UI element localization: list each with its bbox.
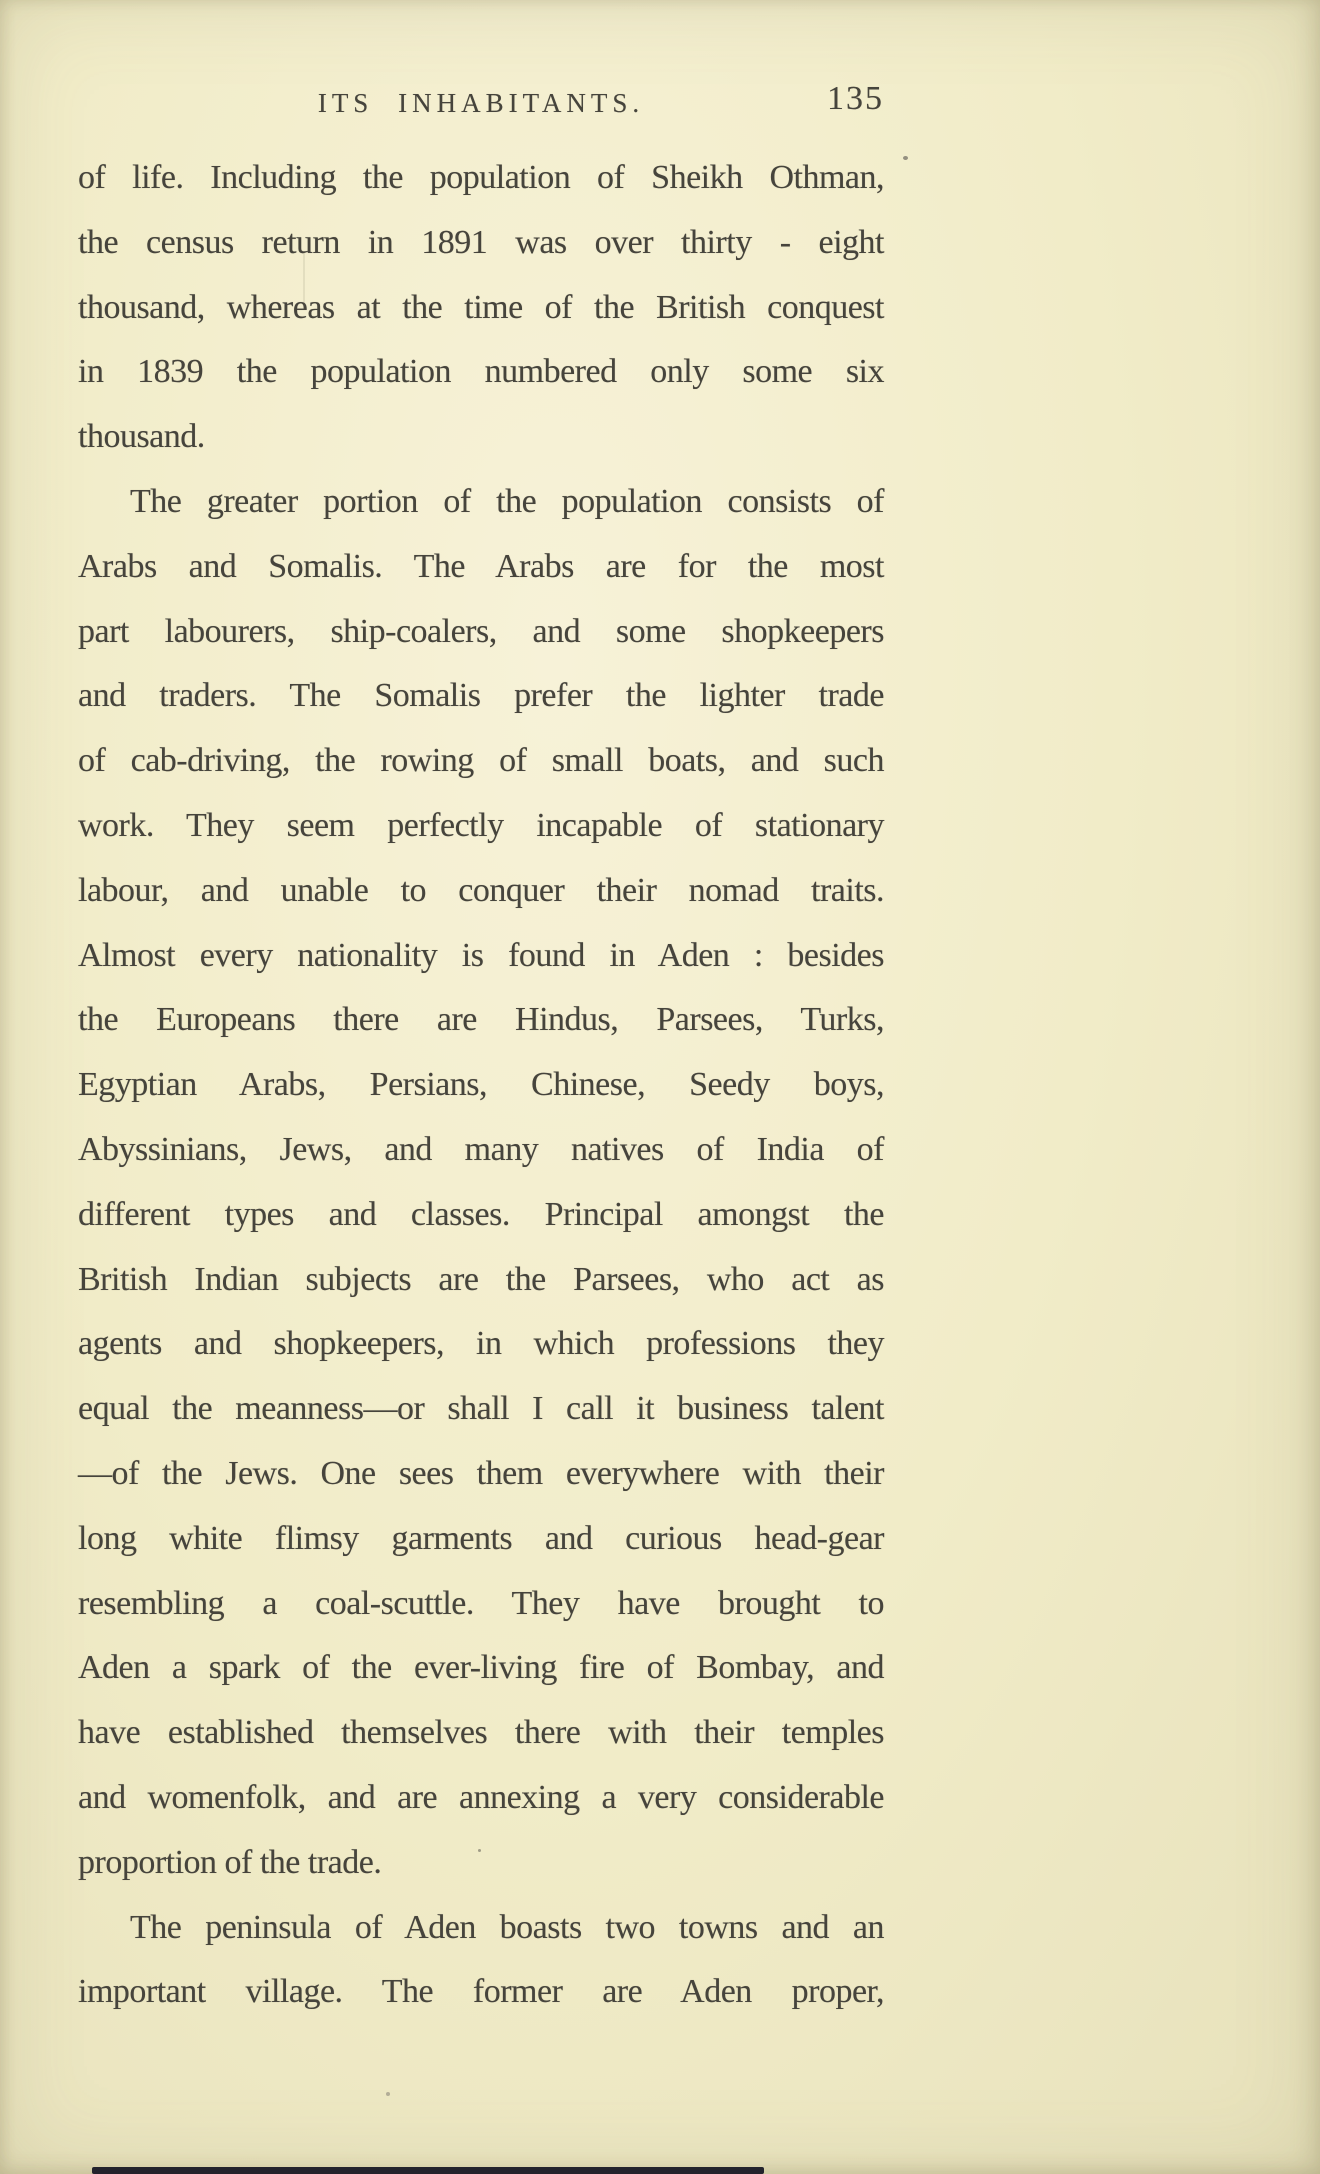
- text-line: the census return in 1891 was over thirty - eight: [78, 223, 884, 261]
- running-header: ITS INHABITANTS.: [317, 88, 645, 118]
- text-line: work. They seem perfectly incapable of stationary: [78, 806, 884, 844]
- page-header: [76, 80, 886, 128]
- text-line: of cab-driving, the rowing of small boats, and such: [78, 742, 884, 780]
- text-line: Egyptian Arabs, Persians, Chinese, Seedy boys,: [78, 1066, 884, 1104]
- scan-speck: [386, 2092, 390, 2096]
- text-line: and womenfolk, and are annexing a very considerable: [78, 1778, 884, 1816]
- text-line: have established themselves there with their temples: [78, 1714, 884, 1752]
- text-line: Aden a spark of the ever-living fire of Bombay, and: [78, 1649, 884, 1687]
- text-line: and traders. The Somalis prefer the lighter trade: [78, 677, 884, 715]
- text-line: thousand.: [78, 418, 205, 456]
- text-line: proportion of the trade.: [78, 1843, 382, 1881]
- text-line: important village. The former are Aden proper,: [78, 1973, 884, 2011]
- scan-edge-bar: [303, 252, 305, 310]
- text-line: equal the meanness—or shall I call it business talent: [78, 1390, 884, 1428]
- text-line: Abyssinians, Jews, and many natives of India of: [78, 1130, 884, 1168]
- text-line: —of the Jews. One sees them everywhere with their: [78, 1454, 884, 1492]
- text-line: different types and classes. Principal amongst the: [78, 1195, 884, 1233]
- page-number: 135: [827, 80, 884, 117]
- text-line: The greater portion of the population consists of: [130, 482, 884, 520]
- text-line: the Europeans there are Hindus, Parsees, Turks,: [78, 1001, 884, 1039]
- text-line: thousand, whereas at the time of the British conquest: [78, 288, 884, 326]
- text-line: of life. Including the population of Sheikh Othman,: [78, 159, 884, 196]
- text-line: Almost every nationality is found in Aden : besides: [78, 936, 884, 974]
- text-line: in 1839 the population numbered only some six: [78, 353, 884, 391]
- text-line: British Indian subjects are the Parsees, who act as: [78, 1260, 884, 1298]
- text-line: part labourers, ship-coalers, and some shopkeepers: [78, 612, 884, 650]
- text-line: agents and shopkeepers, in which professions they: [78, 1325, 884, 1363]
- text-line: Arabs and Somalis. The Arabs are for the most: [78, 547, 884, 585]
- scan-edge-bar: [92, 2167, 764, 2174]
- scan-speck: [903, 156, 908, 160]
- text-line: labour, and unable to conquer their nomad traits.: [78, 871, 884, 909]
- text-block: [78, 146, 884, 2025]
- scan-speck: [478, 1849, 481, 1852]
- text-line: long white flimsy garments and curious head-gear: [78, 1519, 884, 1557]
- text-line: The peninsula of Aden boasts two towns and an: [130, 1908, 884, 1946]
- text-line: resembling a coal-scuttle. They have brought to: [78, 1584, 884, 1622]
